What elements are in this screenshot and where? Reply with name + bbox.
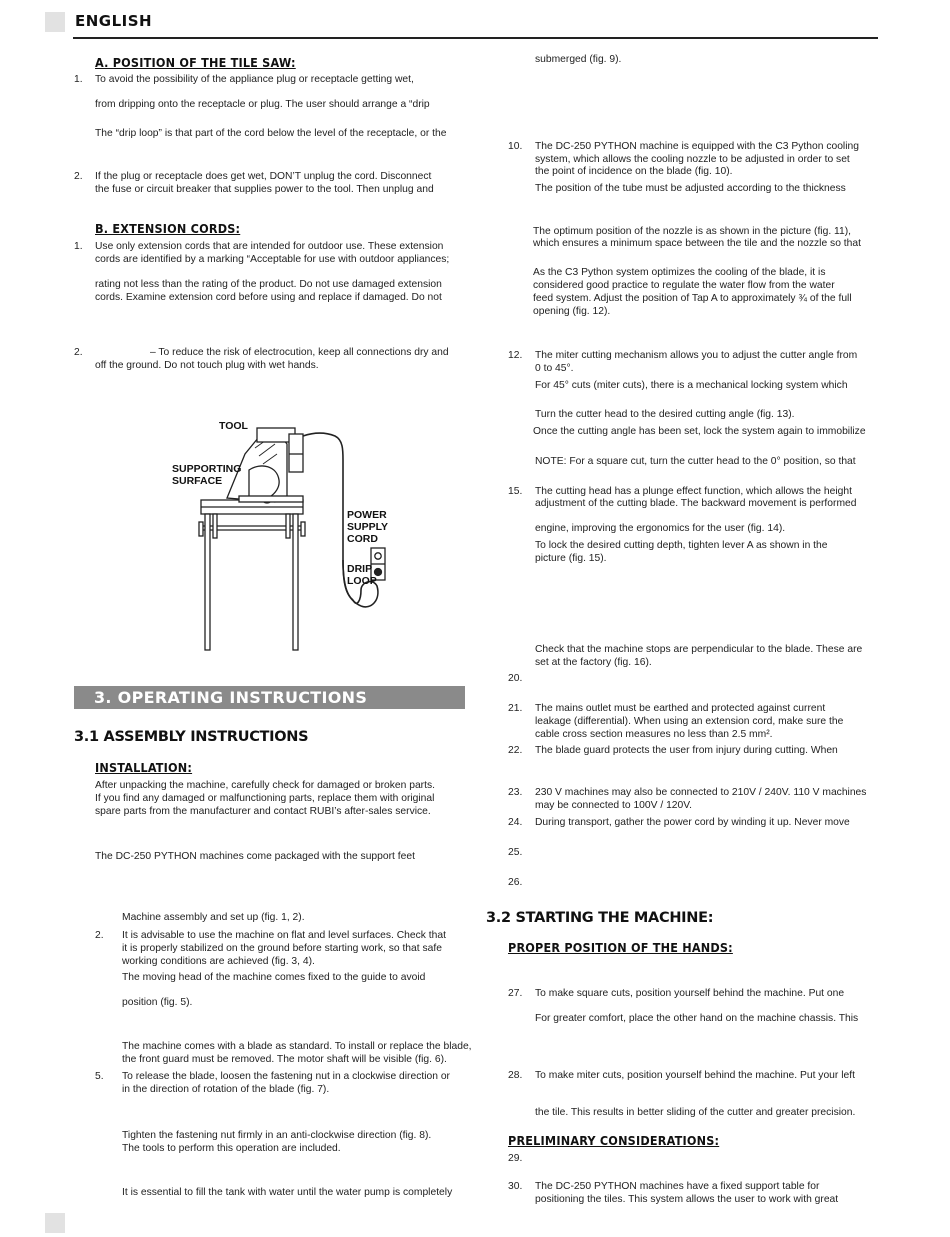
text-line: Turn the cutter head to the desired cutting angle (fig. 13). <box>535 409 795 420</box>
text-line: Tighten the fastening nut firmly in an anti-clockwise direction (fig. 8). <box>122 1130 432 1141</box>
text-line: spare parts from the manufacturer and contact RUBI’s after-sales service. <box>95 806 431 817</box>
text-line: the fuse or circuit breaker that supplies power to the tool. Then unplug and <box>95 184 434 195</box>
item-number: 23. <box>508 787 523 798</box>
text-line: adjustment of the cutting blade. The backward movement is performed <box>535 498 857 509</box>
item-number: 25. <box>508 847 523 858</box>
text-line: submerged (fig. 9). <box>535 54 622 65</box>
text-line: To make square cuts, position yourself behind the machine. Put one <box>535 988 845 999</box>
text-line: The moving head of the machine comes fixed to the guide to avoid <box>122 972 426 983</box>
text-line: For greater comfort, place the other hand on the machine chassis. This <box>535 1013 859 1024</box>
item-number: 12. <box>508 350 523 361</box>
hands-position-heading: PROPER POSITION OF THE HANDS: <box>508 940 733 955</box>
item-number: 21. <box>508 703 523 714</box>
text-line: The blade guard protects the user from injury during cutting. When <box>535 745 838 756</box>
starting-machine-heading: 3.2 STARTING THE MACHINE: <box>486 910 714 926</box>
text-line: NOTE: For a square cut, turn the cutter head to the 0° position, so that <box>535 456 856 467</box>
item-number: 2. <box>74 347 83 358</box>
text-line: The position of the tube must be adjusted according to the thickness <box>535 183 846 194</box>
item-number: 26. <box>508 877 523 888</box>
text-line: After unpacking the machine, carefully check for damaged or broken parts. <box>95 780 435 791</box>
text-line: in the direction of rotation of the blade (fig. 7). <box>122 1084 330 1095</box>
text-line: If the plug or receptacle does get wet, DON’T unplug the cord. Disconnect <box>95 171 432 182</box>
item-number: 2. <box>74 171 83 182</box>
text-line: The DC-250 PYTHON machines have a fixed support table for <box>535 1181 820 1192</box>
text-line: working conditions are achieved (fig. 3, 4). <box>122 956 315 967</box>
item-number: 30. <box>508 1181 523 1192</box>
text-line: the tile. This results in better sliding of the cutter and greater precision. <box>535 1107 856 1118</box>
text-line: The “drip loop” is that part of the cord below the level of the receptacle, or the <box>95 128 447 139</box>
text-line: The optimum position of the nozzle is as shown in the picture (fig. 11), <box>533 226 852 237</box>
item-number: 20. <box>508 673 523 684</box>
text-line: leakage (differential). When using an extension cord, make sure the <box>535 716 844 727</box>
item-number: 2. <box>95 930 104 941</box>
text-line: the point of incidence on the blade (fig. 10). <box>535 166 733 177</box>
text-line: The machine comes with a blade as standard. To install or replace the blade, <box>122 1041 472 1052</box>
text-line: system, which allows the cooling nozzle to be adjusted in order to set <box>535 154 850 165</box>
text-line: It is essential to fill the tank with water until the water pump is completely <box>122 1187 453 1198</box>
text-line: off the ground. Do not touch plug with wet hands. <box>95 360 319 371</box>
text-line: positioning the tiles. This system allows the user to work with great <box>535 1194 839 1205</box>
header-marker <box>45 12 65 32</box>
text-line: rating not less than the rating of the product. Do not use damaged extension <box>95 279 442 290</box>
operating-instructions-banner <box>74 686 465 709</box>
text-line: Check that the machine stops are perpendicular to the blade. These are <box>535 644 863 655</box>
text-line: feed system. Adjust the position of Tap A to approximately ¾ of the full <box>533 293 852 304</box>
installation-heading: INSTALLATION: <box>95 760 193 775</box>
text-line: The DC-250 PYTHON machine is equipped with the C3 Python cooling <box>535 141 859 152</box>
figure-label-supporting: SUPPORTING <box>172 463 242 475</box>
banner-title: 3. OPERATING INSTRUCTIONS <box>94 688 368 707</box>
text-line: It is advisable to use the machine on flat and level surfaces. Check that <box>122 930 446 941</box>
text-line: picture (fig. 15). <box>535 553 607 564</box>
text-line: The tools to perform this operation are included. <box>122 1143 341 1154</box>
text-line: Once the cutting angle has been set, lock the system again to immobilize <box>533 426 866 437</box>
section-b-heading: B. EXTENSION CORDS: <box>95 221 241 236</box>
item-number: 10. <box>508 141 523 152</box>
text-line: To avoid the possibility of the appliance plug or receptacle getting wet, <box>95 74 414 85</box>
item-number: 15. <box>508 486 523 497</box>
figure-label-drip: DRIP <box>347 563 373 575</box>
text-line: position (fig. 5). <box>122 997 193 1008</box>
text-line: The cutting head has a plunge effect function, which allows the height <box>535 486 852 497</box>
text-line: it is properly stabilized on the ground before starting work, so that safe <box>122 943 442 954</box>
figure-label-surface: SURFACE <box>172 475 223 487</box>
item-number: 22. <box>508 745 523 756</box>
figure-label-cord: CORD <box>347 533 378 545</box>
item-number: 1. <box>74 74 83 85</box>
text-line: The miter cutting mechanism allows you to adjust the cutter angle from <box>535 350 858 361</box>
text-line: Use only extension cords that are intended for outdoor use. These extension <box>95 241 444 252</box>
preliminary-considerations-heading: PRELIMINARY CONSIDERATIONS: <box>508 1133 720 1148</box>
text-line: The DC-250 PYTHON machines come packaged with the support feet <box>95 851 415 862</box>
text-line: During transport, gather the power cord by winding it up. Never move <box>535 817 850 828</box>
text-line: set at the factory (fig. 16). <box>535 657 652 668</box>
text-line: cords are identified by a marking “Acceptable for use with outdoor appliances; <box>95 254 450 265</box>
assembly-heading: 3.1 ASSEMBLY INSTRUCTIONS <box>74 729 309 745</box>
item-number: 1. <box>74 241 83 252</box>
section-a-heading: A. POSITION OF THE TILE SAW: <box>95 55 296 70</box>
item-number: 29. <box>508 1153 523 1164</box>
text-line: the front guard must be removed. The motor shaft will be visible (fig. 6). <box>122 1054 447 1065</box>
header-rule <box>73 37 878 39</box>
text-line: cable cross section measures no less than 2.5 mm². <box>535 729 773 740</box>
item-number: 27. <box>508 988 523 999</box>
text-line: To release the blade, loosen the fastening nut in a clockwise direction or <box>122 1071 450 1082</box>
text-line: 0 to 45°. <box>535 363 574 374</box>
text-line: Machine assembly and set up (fig. 1, 2). <box>122 912 305 923</box>
text-line: 230 V machines may also be connected to 210V / 240V. 110 V machines <box>535 787 867 798</box>
figure-label-power: POWER <box>347 509 387 521</box>
text-line: cords. Examine extension cord before using and replace if damaged. Do not <box>95 292 442 303</box>
text-line: The mains outlet must be earthed and protected against current <box>535 703 826 714</box>
text-line: opening (fig. 12). <box>533 306 611 317</box>
footer-marker <box>45 1213 65 1233</box>
text-line: from dripping onto the receptacle or plug. The user should arrange a “drip <box>95 99 430 110</box>
item-number: 5. <box>95 1071 104 1082</box>
text-line: may be connected to 100V / 120V. <box>535 800 693 811</box>
text-line: For 45° cuts (miter cuts), there is a mechanical locking system which <box>535 380 848 391</box>
text-line: – To reduce the risk of electrocution, keep all connections dry and <box>150 347 449 358</box>
text-line: If you find any damaged or malfunctioning parts, replace them with original <box>95 793 435 804</box>
item-number: 24. <box>508 817 523 828</box>
figure-label-supply: SUPPLY <box>347 521 389 533</box>
text-line: which ensures a minimum space between the tile and the nozzle so that <box>533 238 861 249</box>
text-line: engine, improving the ergonomics for the user (fig. 14). <box>535 523 786 534</box>
text-line: considered good practice to regulate the water flow from the water <box>533 280 835 291</box>
item-number: 28. <box>508 1070 523 1081</box>
figure-label-tool: TOOL <box>219 420 248 432</box>
text-line: To lock the desired cutting depth, tighten lever A as shown in the <box>535 540 828 551</box>
figure-label-loop: LOOP <box>347 575 377 587</box>
text-line: To make miter cuts, position yourself behind the machine. Put your left <box>535 1070 855 1081</box>
text-line: As the C3 Python system optimizes the cooling of the blade, it is <box>533 267 826 278</box>
page-language-title: ENGLISH <box>75 12 153 30</box>
